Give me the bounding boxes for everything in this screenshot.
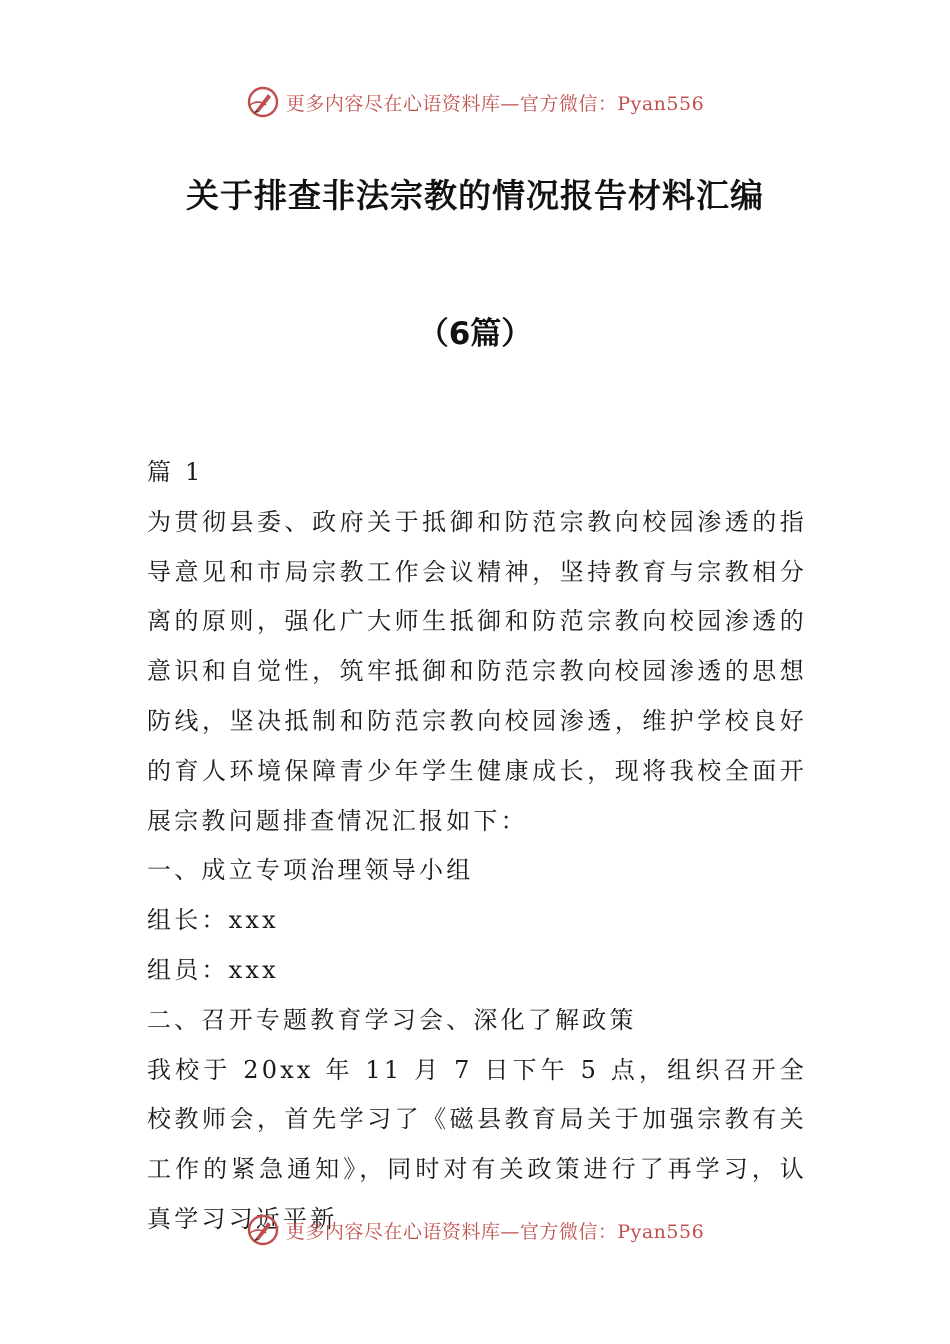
section-heading: 篇 1: [147, 458, 204, 486]
document-body: [147, 448, 807, 1245]
body-paragraph: 我校于 20xx 年 11 月 7 日下午 5 点，组织召开全校教师会，首先学习了《磁县教育局关于加强宗教有关工作的紧急通知》，同时对有关政策进行了再学习，认真学习习近平新: [147, 1055, 807, 1233]
watermark-banner-bottom: [0, 1210, 950, 1250]
document-subtitle: （6篇）: [417, 316, 533, 352]
body-paragraph: 组员：xxx: [147, 955, 279, 984]
document-title: 关于排查非法宗教的情况报告材料汇编: [186, 176, 764, 215]
watermark-text: 更多内容尽在心语资料库—官方微信：Pyan556: [285, 92, 705, 115]
watermark-text: 更多内容尽在心语资料库—官方微信：Pyan556: [285, 1220, 705, 1243]
body-paragraph: 二、召开专题教育学习会、深化了解政策: [147, 1005, 637, 1034]
body-paragraph: 一、成立专项治理领导小组: [147, 856, 474, 885]
pen-logo-icon: [246, 1213, 280, 1247]
body-paragraph: 为贯彻县委、政府关于抵御和防范宗教向校园渗透的指导意见和市局宗教工作会议精神，坚持教育与宗教相分离的原则，强化广大师生抵御和防范宗教向校园渗透的意识和自觉性，筑牢抵御和防范宗教向校园渗透的思想防线，坚决抵制和防范宗教向校园渗透，维护学校良好的育人环境保障青少年学生健康成长，现将我校全面开展宗教问题排查情况汇报如下：: [147, 507, 807, 835]
watermark-banner-top: [0, 82, 950, 122]
pen-logo-icon: [246, 85, 280, 119]
body-paragraph: 组长：xxx: [147, 906, 279, 935]
